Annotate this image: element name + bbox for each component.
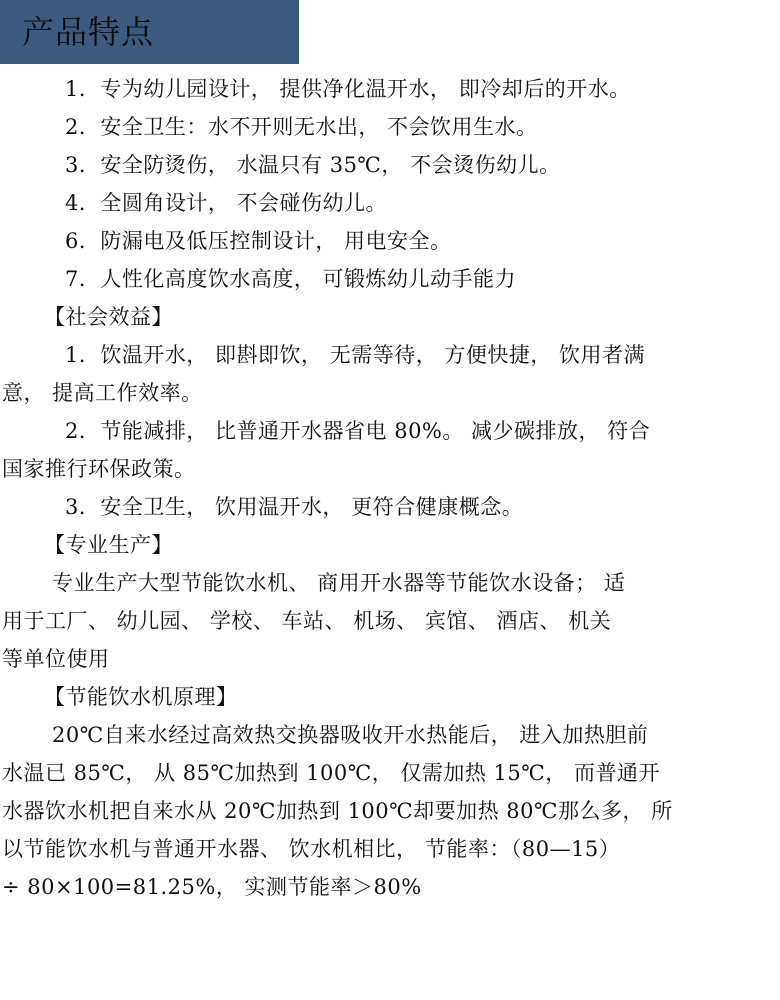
feature-item-3: 3．安全防烫伤， 水温只有 35℃， 不会烫伤幼儿。 [65, 153, 561, 177]
social-item-3: 3．安全卫生， 饮用温开水， 更符合健康概念。 [65, 495, 524, 519]
document-body [0, 70, 770, 906]
principle-paragraph-line-2: 水温已 85℃， 从 85℃加热到 100℃， 仅需加热 15℃， 而普通开 [2, 761, 660, 785]
feature-item-4: 4．全圆角设计， 不会碰伤幼儿。 [65, 191, 388, 215]
principle-paragraph-line-4: 以节能饮水机与普通开水器、 饮水机相比， 节能率：（80—15） [2, 837, 621, 861]
production-paragraph-line-1: 专业生产大型节能饮水机、 商用开水器等节能饮水设备； 适 [52, 571, 626, 595]
principle-paragraph-line-1: 20℃自来水经过高效热交换器吸收开水热能后， 进入加热胆前 [52, 723, 649, 747]
section-heading-principle: 【节能饮水机原理】 [44, 685, 238, 709]
feature-item-1: 1．专为幼儿园设计， 提供净化温开水， 即冷却后的开水。 [65, 77, 631, 101]
section-heading-social: 【社会效益】 [44, 305, 173, 329]
feature-item-2: 2．安全卫生：水不开则无水出， 不会饮用生水。 [65, 115, 538, 139]
feature-item-7: 7．人性化高度饮水高度， 可锻炼幼儿动手能力 [65, 267, 517, 291]
social-item-1: 1．饮温开水， 即斟即饮， 无需等待， 方便快捷， 饮用者满 [65, 343, 646, 367]
principle-paragraph-line-3: 水器饮水机把自来水从 20℃加热到 100℃却要加热 80℃那么多， 所 [2, 799, 673, 823]
production-paragraph-line-3: 等单位使用 [2, 647, 110, 671]
feature-item-6: 6．防漏电及低压控制设计， 用电安全。 [65, 229, 452, 253]
social-item-1-cont: 意， 提高工作效率。 [2, 381, 203, 405]
social-item-2-cont: 国家推行环保政策。 [2, 457, 196, 481]
page-title: 产品特点 [22, 13, 155, 51]
principle-paragraph-line-5: ÷ 80×100=81.25%， 实测节能率＞80% [2, 875, 422, 899]
social-item-2: 2．节能减排， 比普通开水器省电 80%。 减少碳排放， 符合 [65, 419, 651, 443]
section-heading-production: 【专业生产】 [44, 533, 173, 557]
production-paragraph-line-2: 用于工厂、 幼儿园、 学校、 车站、 机场、 宾馆、 酒店、 机关 [2, 609, 612, 633]
